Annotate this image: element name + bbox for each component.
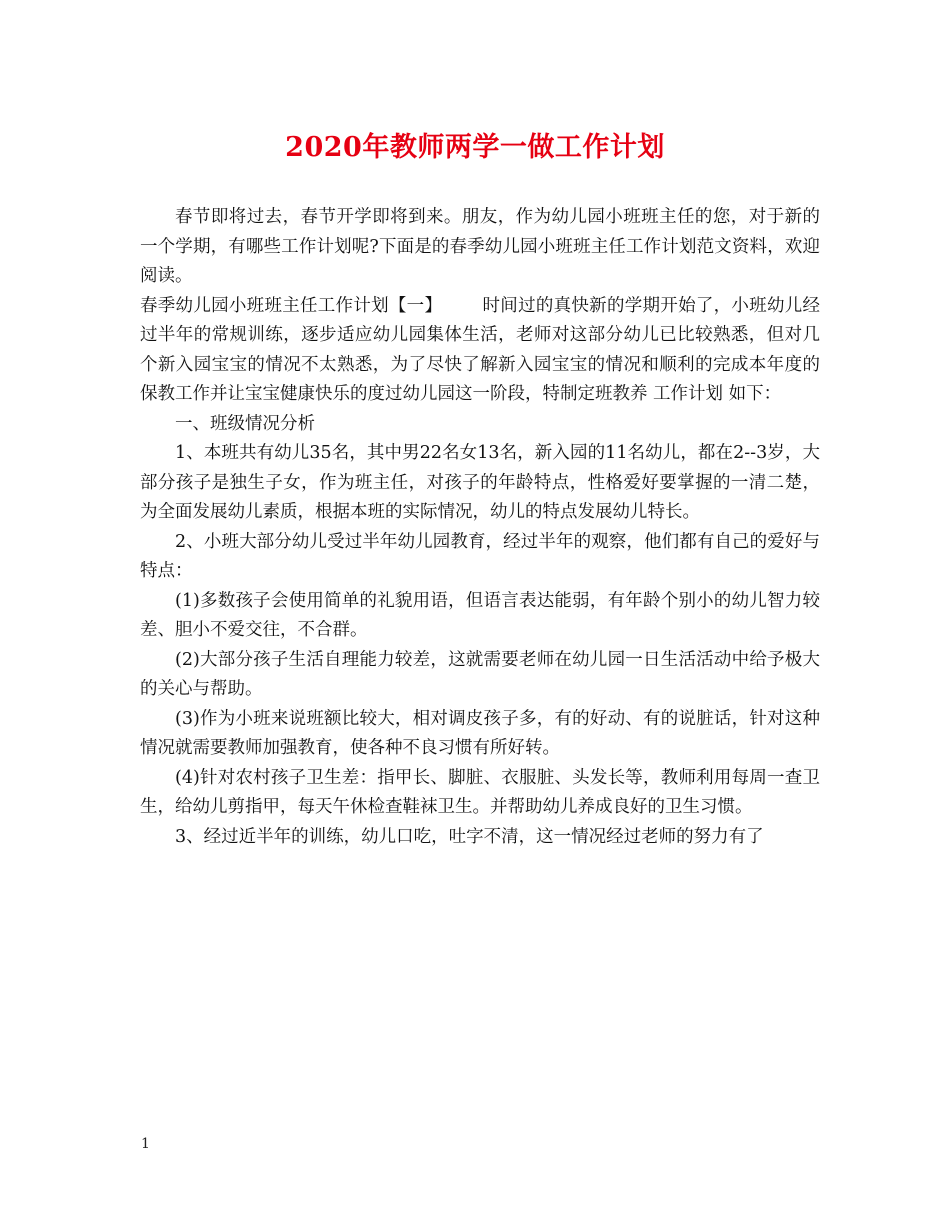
class-analysis-heading: 一、班级情况分析 [175,413,315,434]
section-intro: 时间过的真快新的学期开始了，小班幼儿经过半年的常规训练，逐步适应幼儿园集体生活，老师对这部分幼儿已比较熟悉，但对几个新入园宝宝的情况不太熟悉，为了尽快了解新入园宝宝的情况和顺利的完成本年度的保教工作并让宝宝健康快乐的度过幼儿园这一阶段，特制定班教养 工作计划 如下： [140,295,821,404]
paragraph-subitem-1: (1)多数孩子会使用简单的礼貌用语，但语言表达能弱，有年龄个别小的幼儿智力较差、胆小不爱交往，不合群。 [140,590,820,640]
paragraph-subitem-3: (3)作为小班来说班额比较大，相对调皮孩子多，有的好动、有的说脏话，针对这种情况就需要教师加强教育，使各种不良习惯有所好转。 [140,708,820,758]
section-paragraph [140,292,820,410]
paragraph-subitem-4: (4)针对农村孩子卫生差：指甲长、脚脏、衣服脏、头发长等，教师利用每周一查卫生，给幼儿剪指甲，每天午休检查鞋袜卫生。并帮助幼儿养成良好的卫生习惯。 [140,767,820,817]
paragraph-subitem-2: (2)大部分孩子生活自理能力较差，这就需要老师在幼儿园一日生活活动中给予极大的关心与帮助。 [140,649,820,699]
paragraph-item-3: 3、经过近半年的训练，幼儿口吃，吐字不清，这一情况经过老师的努力有了 [175,826,764,847]
document-title: 2020年教师两学一做工作计划 [285,132,665,163]
section-heading: 春季幼儿园小班班主任工作计划【一】 [140,295,443,316]
page-number: 1 [141,1136,150,1152]
paragraph-item-1: 1、本班共有幼儿35名，其中男22名女13名，新入园的11名幼儿，都在2--3岁，大部分孩子是独生子女，作为班主任，对孩子的年龄特点，性格爱好要掌握的一清二楚，为全面发展幼儿素质，根据本班的实际情况，幼儿的特点发展幼儿特长。 [140,443,820,522]
paragraph-item-2: 2、小班大部分幼儿受过半年幼儿园教育，经过半年的观察，他们都有自己的爱好与特点： [140,531,820,581]
intro-paragraph: 春节即将过去，春节开学即将到来。朋友，作为幼儿园小班班主任的您，对于新的一个学期，有哪些工作计划呢?下面是的春季幼儿园小班班主任工作计划范文资料，欢迎阅读。 [140,207,820,286]
document-body [140,203,820,852]
